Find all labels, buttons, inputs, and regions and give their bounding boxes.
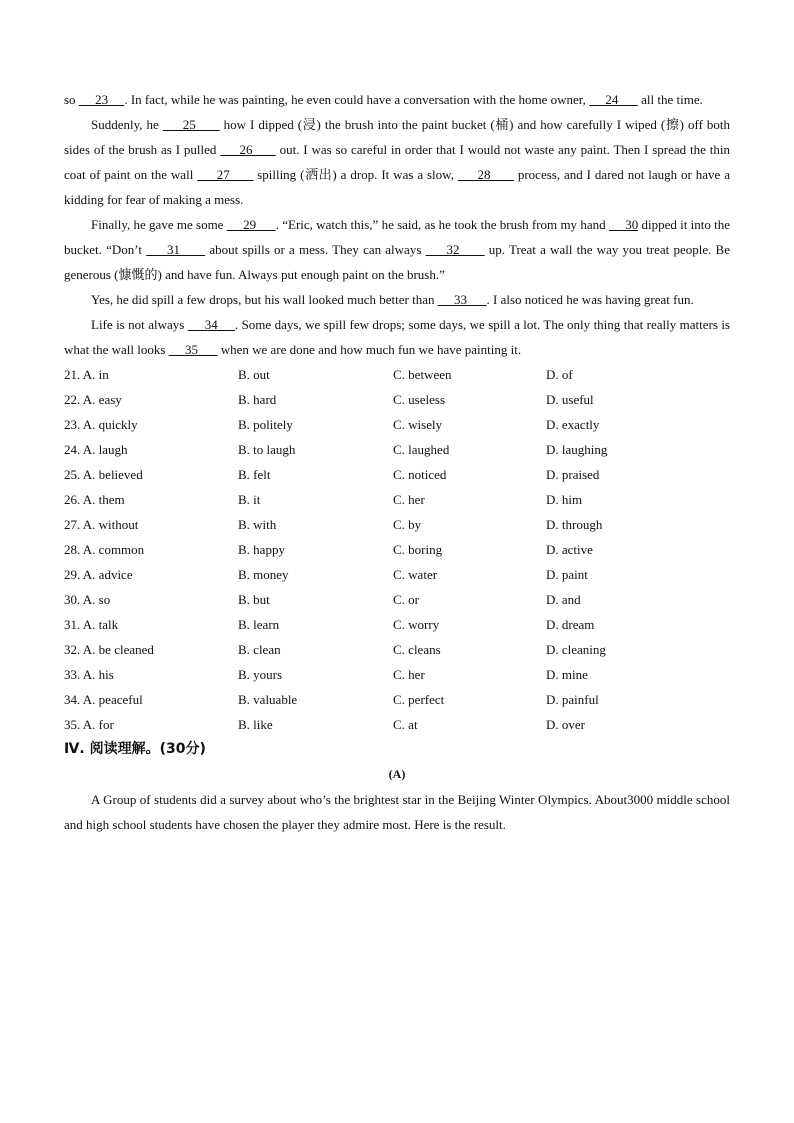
option-a[interactable]: 31. A. talk — [64, 617, 119, 632]
text: . Some days, we spill few drops; some days, we spill a lot. The only thing that really matters is what the wall looks — [64, 317, 730, 357]
text: all the time. — [637, 92, 703, 107]
option-a[interactable]: 21. A. in — [64, 367, 109, 382]
option-row-21 — [64, 362, 730, 387]
blank-32[interactable]: 32 — [425, 242, 485, 257]
option-c[interactable]: C. worry — [393, 617, 440, 632]
option-b[interactable]: B. with — [238, 517, 277, 532]
text: so — [64, 92, 79, 107]
text: . I also noticed he was having great fun. — [486, 292, 694, 307]
option-c[interactable]: C. laughed — [393, 442, 450, 457]
option-d[interactable]: D. dream — [546, 617, 595, 632]
option-c[interactable]: C. perfect — [393, 692, 445, 707]
option-b[interactable]: B. like — [238, 717, 273, 732]
blank-26[interactable]: 26 — [220, 142, 276, 157]
text: when we are done and how much fun we have painting it. — [217, 342, 522, 357]
blank-28[interactable]: 28 — [457, 167, 514, 182]
option-a[interactable]: 33. A. his — [64, 667, 114, 682]
option-c[interactable]: C. useless — [393, 392, 445, 407]
option-c[interactable]: C. cleans — [393, 642, 441, 657]
option-b[interactable]: B. politely — [238, 417, 293, 432]
answer-options-list — [64, 362, 730, 737]
option-b[interactable]: B. hard — [238, 392, 277, 407]
option-a[interactable]: 27. A. without — [64, 517, 139, 532]
option-b[interactable]: B. money — [238, 567, 289, 582]
option-row-31 — [64, 612, 730, 637]
option-a[interactable]: 23. A. quickly — [64, 417, 138, 432]
option-c[interactable]: C. her — [393, 492, 425, 507]
blank-24[interactable]: 24 — [589, 92, 638, 107]
text: spilling (洒出) a drop. It was a slow, — [253, 167, 458, 182]
option-d[interactable]: D. of — [546, 367, 573, 382]
text: Finally, he gave me some — [91, 217, 227, 232]
option-b[interactable]: B. yours — [238, 667, 283, 682]
option-d[interactable]: D. paint — [546, 567, 588, 582]
reading-intro: A Group of students did a survey about who’s the brightest star in the Beijing Winter Olympics. About3000 middle school and high school students have chosen the player they admire most. Here is the result. — [64, 792, 730, 832]
option-d[interactable]: D. over — [546, 717, 585, 732]
option-d[interactable]: D. exactly — [546, 417, 600, 432]
passage-paragraph-1 — [64, 87, 730, 112]
option-row-27 — [64, 512, 730, 537]
blank-34[interactable]: 34 — [187, 317, 235, 332]
section-heading: Ⅳ. 阅读理解。(30分) — [64, 741, 206, 757]
option-b[interactable]: B. learn — [238, 617, 280, 632]
option-a[interactable]: 28. A. common — [64, 542, 145, 557]
option-d[interactable]: D. useful — [546, 392, 594, 407]
option-a[interactable]: 30. A. so — [64, 592, 111, 607]
option-a[interactable]: 35. A. for — [64, 717, 114, 732]
option-b[interactable]: B. it — [238, 492, 261, 507]
option-c[interactable]: C. at — [393, 717, 418, 732]
text: Life is not always — [91, 317, 188, 332]
option-b[interactable]: B. to laugh — [238, 442, 296, 457]
text: up. Treat a wall the way you treat people. Be generous (慷慨的) and have fun. Always put enough paint on the brush.” — [64, 242, 730, 282]
text: how I dipped (浸) the brush into the paint bucket (桶) and how carefully I wiped (擦) off both sides of the brush as I pulled — [64, 117, 730, 157]
option-row-23 — [64, 412, 730, 437]
option-c[interactable]: C. between — [393, 367, 452, 382]
text: dipped it into the bucket. “Don’t — [64, 217, 731, 257]
option-d[interactable]: D. painful — [546, 692, 599, 707]
blank-31[interactable]: 31 — [146, 242, 206, 257]
text: Suddenly, he — [91, 117, 163, 132]
blank-29[interactable]: 29 — [226, 217, 276, 232]
text: process, and I dared not laugh or have a kidding for fear of making a mess. — [64, 167, 730, 207]
option-a[interactable]: 32. A. be cleaned — [64, 642, 154, 657]
option-d[interactable]: D. through — [546, 517, 603, 532]
option-a[interactable]: 24. A. laugh — [64, 442, 128, 457]
option-b[interactable]: B. out — [238, 367, 270, 382]
option-b[interactable]: B. but — [238, 592, 270, 607]
passage-paragraph-3 — [64, 212, 730, 287]
option-c[interactable]: C. or — [393, 592, 419, 607]
blank-35[interactable]: 35 — [168, 342, 218, 357]
option-row-24 — [64, 437, 730, 462]
text: . In fact, while he was painting, he even could have a conversation with the home owner, — [124, 92, 590, 107]
blank-25[interactable]: 25 — [162, 117, 220, 132]
passage-paragraph-2 — [64, 112, 730, 212]
option-d[interactable]: D. and — [546, 592, 581, 607]
text: about spills or a mess. They can always — [205, 242, 426, 257]
option-c[interactable]: C. water — [393, 567, 438, 582]
exam-page — [64, 87, 730, 837]
blank-23[interactable]: 23 — [78, 92, 125, 107]
blank-30[interactable]: 30 — [608, 217, 639, 232]
option-row-22 — [64, 387, 730, 412]
option-c[interactable]: C. noticed — [393, 467, 447, 482]
blank-33[interactable]: 33 — [437, 292, 487, 307]
option-b[interactable]: B. valuable — [238, 692, 298, 707]
option-row-26 — [64, 487, 730, 512]
option-d[interactable]: D. cleaning — [546, 642, 606, 657]
option-d[interactable]: D. mine — [546, 667, 588, 682]
option-b[interactable]: B. clean — [238, 642, 281, 657]
blank-27[interactable]: 27 — [197, 167, 254, 182]
option-c[interactable]: C. boring — [393, 542, 443, 557]
text: Yes, he did spill a few drops, but his wall looked much better than — [91, 292, 438, 307]
option-c[interactable]: C. her — [393, 667, 425, 682]
text: out. I was so careful in order that I would not waste any paint. Then I spread the thin coat of paint on the wall — [64, 142, 730, 182]
option-a[interactable]: 34. A. peaceful — [64, 692, 143, 707]
option-row-28 — [64, 537, 730, 562]
passage-paragraph-4 — [64, 287, 730, 312]
option-c[interactable]: C. by — [393, 517, 422, 532]
passage-label: (A) — [388, 767, 406, 781]
option-a[interactable]: 29. A. advice — [64, 567, 133, 582]
option-row-34 — [64, 687, 730, 712]
option-c[interactable]: C. wisely — [393, 417, 443, 432]
text: . “Eric, watch this,” he said, as he took the brush from my hand — [275, 217, 609, 232]
option-d[interactable]: D. praised — [546, 467, 600, 482]
option-row-32 — [64, 637, 730, 662]
option-row-30 — [64, 587, 730, 612]
option-b[interactable]: B. happy — [238, 542, 285, 557]
option-a[interactable]: 25. A. believed — [64, 467, 143, 482]
option-d[interactable]: D. laughing — [546, 442, 608, 457]
option-d[interactable]: D. active — [546, 542, 593, 557]
option-b[interactable]: B. felt — [238, 467, 271, 482]
passage-paragraph-5 — [64, 312, 730, 362]
option-a[interactable]: 22. A. easy — [64, 392, 122, 407]
option-row-25 — [64, 462, 730, 487]
option-d[interactable]: D. him — [546, 492, 583, 507]
option-row-33 — [64, 662, 730, 687]
option-row-35 — [64, 712, 730, 737]
option-row-29 — [64, 562, 730, 587]
option-a[interactable]: 26. A. them — [64, 492, 125, 507]
